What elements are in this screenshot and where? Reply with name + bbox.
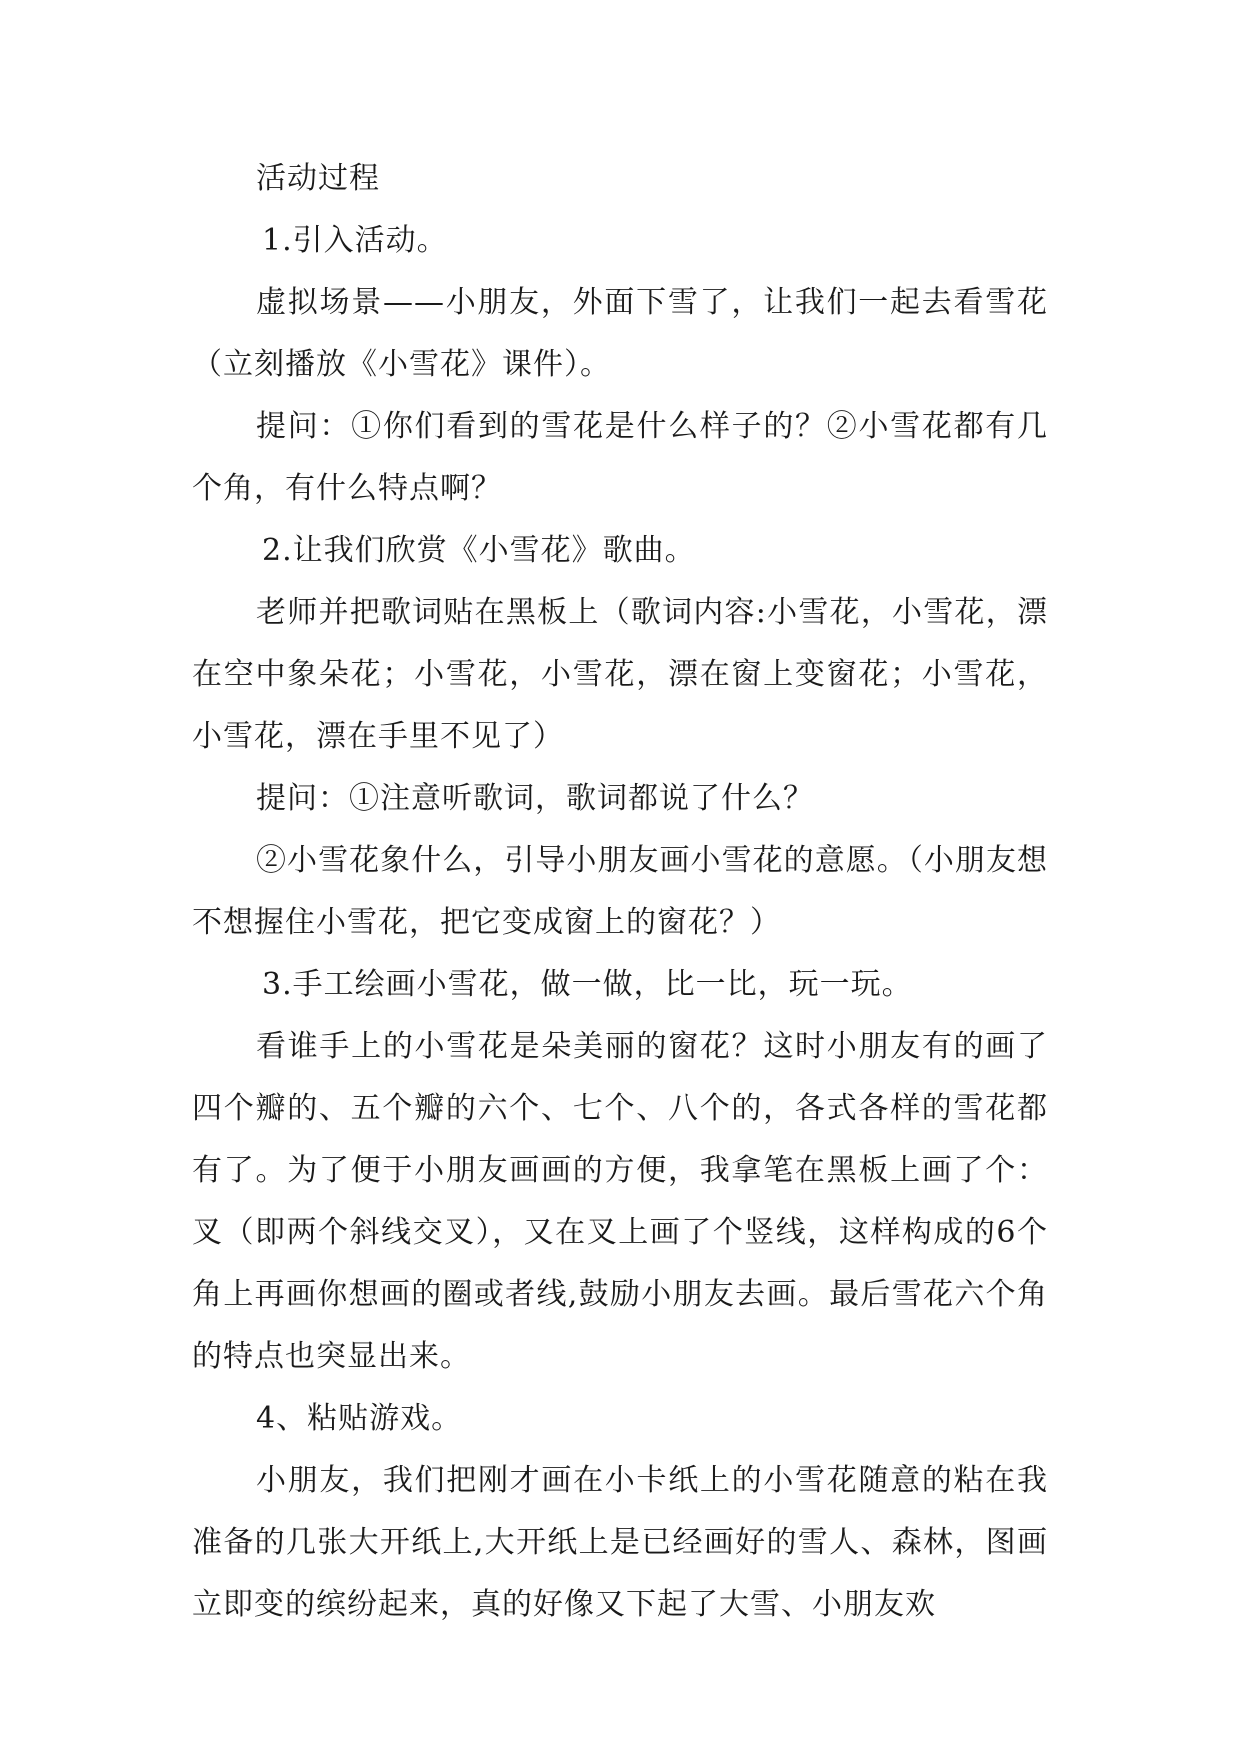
paragraph-question-3: ②小雪花象什么，引导小朋友画小雪花的意愿。（小朋友想不想握住小雪花，把它变成窗上的窗花？） bbox=[192, 843, 1048, 940]
step-heading-2: 2.让我们欣赏《小雪花》歌曲。 bbox=[262, 533, 696, 568]
step-heading-4: 4、粘贴游戏。 bbox=[256, 1401, 463, 1436]
step-heading-1: 1.引入活动。 bbox=[262, 223, 448, 258]
paragraph-question-1: 提问：①你们看到的雪花是什么样子的？②小雪花都有几个角，有什么特点啊？ bbox=[192, 409, 1048, 506]
paragraph-game: 小朋友，我们把刚才画在小卡纸上的小雪花随意的粘在我准备的几张大开纸上,大开纸上是已经画好的雪人、森林，图画立即变的缤纷起来，真的好像又下起了大雪、小朋友欢 bbox=[192, 1463, 1048, 1622]
paragraph-drawing: 看谁手上的小雪花是朵美丽的窗花？这时小朋友有的画了四个瓣的、五个瓣的六个、七个、八个的，各式各样的雪花都有了。为了便于小朋友画画的方便，我拿笔在黑板上画了个：叉（即两个斜线交叉），又在叉上画了个竖线，这样构成的6个角上再画你想画的圈或者线,鼓励小朋友去画。最后雪花六个角的特点也突显出来。 bbox=[192, 1029, 1048, 1374]
paragraph-lyrics: 老师并把歌词贴在黑板上（歌词内容:小雪花，小雪花，漂在空中象朵花；小雪花，小雪花，漂在窗上变窗花；小雪花，小雪花，漂在手里不见了） bbox=[192, 595, 1048, 754]
paragraph-scene: 虚拟场景——小朋友，外面下雪了，让我们一起去看雪花（立刻播放《小雪花》课件）。 bbox=[192, 285, 1048, 382]
step-heading-3: 3.手工绘画小雪花，做一做，比一比，玩一玩。 bbox=[262, 967, 913, 1002]
document-body bbox=[192, 148, 1048, 1636]
section-heading: 活动过程 bbox=[256, 161, 380, 196]
paragraph-question-2: 提问：①注意听歌词，歌词都说了什么？ bbox=[256, 781, 814, 816]
